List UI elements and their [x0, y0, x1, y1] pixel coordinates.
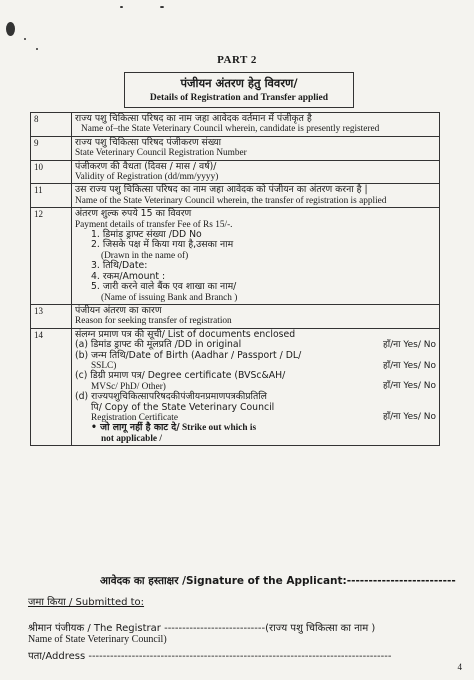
table-row	[31, 208, 440, 305]
payment-item: 5. जारी करने वाले बैंक एव शाखा का नाम/	[91, 281, 237, 293]
yes-no-option[interactable]: हाँ/ना Yes/ No	[383, 381, 436, 392]
payment-item: 1. डिमांड ड्राफ्ट संख्या /DD No	[91, 229, 202, 241]
scan-mark	[36, 48, 38, 50]
row-label-english: Payment details of transfer Fee of Rs 15/-.	[75, 219, 233, 230]
row-content	[72, 208, 440, 305]
row-content	[72, 328, 440, 445]
row-label-english: Name of–the State Veterinary Council wherein, candidate is presently registered	[81, 124, 380, 135]
row-label-hindi: अंतरण शुल्क रुपये 15 का विवरण	[75, 208, 192, 220]
scan-mark	[160, 6, 164, 8]
row-content	[72, 304, 440, 328]
table-row	[31, 160, 440, 184]
payment-item: 2. जिसके पक्ष में किया गया है,उसका नाम	[91, 239, 234, 251]
table-row	[31, 304, 440, 328]
section-header-english: Details of Registration and Transfer applied	[149, 93, 329, 103]
document-label-cont: MVSc/ PhD/ Other)	[91, 381, 166, 392]
table-row	[31, 113, 440, 137]
scan-mark	[6, 22, 15, 36]
document-item-b	[75, 351, 436, 372]
row-number: 14	[31, 328, 72, 445]
scan-mark	[24, 38, 26, 40]
row-label-english: Name of the State Veterinary Council wherein, the transfer of registration is applied	[75, 195, 387, 206]
document-label-cont: Registration Certificate	[91, 412, 178, 423]
registrar-line[interactable]: श्रीमान पंजीयक / The Registrar ----------------------------(राज्य पशु चिकित्सा का नाम )	[28, 623, 376, 634]
table-row	[31, 136, 440, 160]
row-label-hindi: राज्य पशु चिकित्सा परिषद का नाम जहा आवेदक वर्तमान में पंजीकृत है	[75, 113, 312, 124]
row-label-hindi: पंजीयन अंतरण का कारण	[75, 304, 162, 316]
section-header	[124, 72, 354, 108]
row-content	[72, 184, 440, 208]
document-label: (a) डिमांड ड्राफ्ट की मूलप्रति /DD in original	[75, 339, 242, 351]
payment-item: 4. रकम/Amount :	[91, 270, 166, 282]
row-content	[72, 113, 440, 137]
row-number: 9	[31, 136, 72, 160]
row-content	[72, 160, 440, 184]
row-number: 11	[31, 184, 72, 208]
document-label: (d) राज्यपशुचिकित्सापरिषदकीपंजीयनप्रमाणपत्रकीप्रतिलि	[75, 391, 267, 403]
row-label-english: Reason for seeking transfer of registration	[75, 316, 232, 327]
submitted-to-label: जमा किया / Submitted to:	[28, 597, 145, 608]
section-header-hindi: पंजीयन अंतरण हेतु विवरण/	[180, 76, 298, 90]
table-row	[31, 328, 440, 445]
payment-item: 3. तिथि/Date:	[91, 260, 148, 272]
document-label: (b) जन्म तिथि/Date of Birth (Aadhar / Passport / DL/	[75, 349, 302, 361]
row-label-hindi: राज्य पशु चिकित्सा परिषद पंजीकरण संख्या	[75, 136, 222, 148]
yes-no-option[interactable]: हाँ/ना Yes/ No	[383, 412, 436, 423]
strike-out-note-cont: not applicable /	[101, 433, 162, 444]
document-item-a	[75, 340, 436, 350]
row-content	[72, 136, 440, 160]
document-item-d	[75, 392, 436, 423]
document-label-cont: SSLC)	[91, 360, 117, 371]
address-line[interactable]: पता/Address ------------------------------------------------------------------------------------	[28, 651, 392, 662]
row-number: 8	[31, 113, 72, 137]
table-row	[31, 184, 440, 208]
document-label-cont: पि/ Copy of the State Veterinary Council	[91, 401, 275, 413]
scan-mark	[120, 6, 123, 8]
payment-item: (Drawn in the name of)	[101, 250, 189, 261]
row-label-hindi: उस राज्य पशु चिकित्सा परिषद का नाम जहा आवेदक को पंजीयन का अंतरण करना है |	[75, 184, 368, 196]
documents-title: संलग्न प्रमाण पत्र की सूची/ List of documents enclosed	[75, 328, 296, 340]
document-label: (c) डिग्री प्रमाण पत्र/ Degree certificate (BVSc&AH/	[75, 370, 286, 382]
row-number: 12	[31, 208, 72, 305]
row-label-english: State Veterinary Council Registration Number	[75, 148, 247, 159]
row-number: 13	[31, 304, 72, 328]
yes-no-option[interactable]: हाँ/ना Yes/ No	[383, 360, 436, 371]
applicant-signature-line[interactable]: आवेदक का हस्ताक्षर /Signature of the Applicant:-------------------------	[100, 575, 456, 587]
payment-item: (Name of issuing Bank and Branch )	[101, 292, 238, 303]
page-number: 4	[457, 662, 462, 672]
row-label-hindi: पंजीकरण की वैधता (दिवस / मास / वर्ष)/	[75, 160, 217, 172]
details-table	[30, 112, 440, 446]
row-label-english: Validity of Registration (dd/mm/yyyy)	[75, 172, 219, 183]
part-title: PART 2	[217, 54, 257, 66]
document-item-c	[75, 371, 436, 392]
strike-out-note: • जो लागू नहीं है काट दे/ Strike out which is	[91, 422, 257, 434]
council-name-label: Name of State Veterinary Council)	[28, 634, 167, 645]
yes-no-option[interactable]: हाँ/ना Yes/ No	[383, 340, 436, 351]
row-number: 10	[31, 160, 72, 184]
